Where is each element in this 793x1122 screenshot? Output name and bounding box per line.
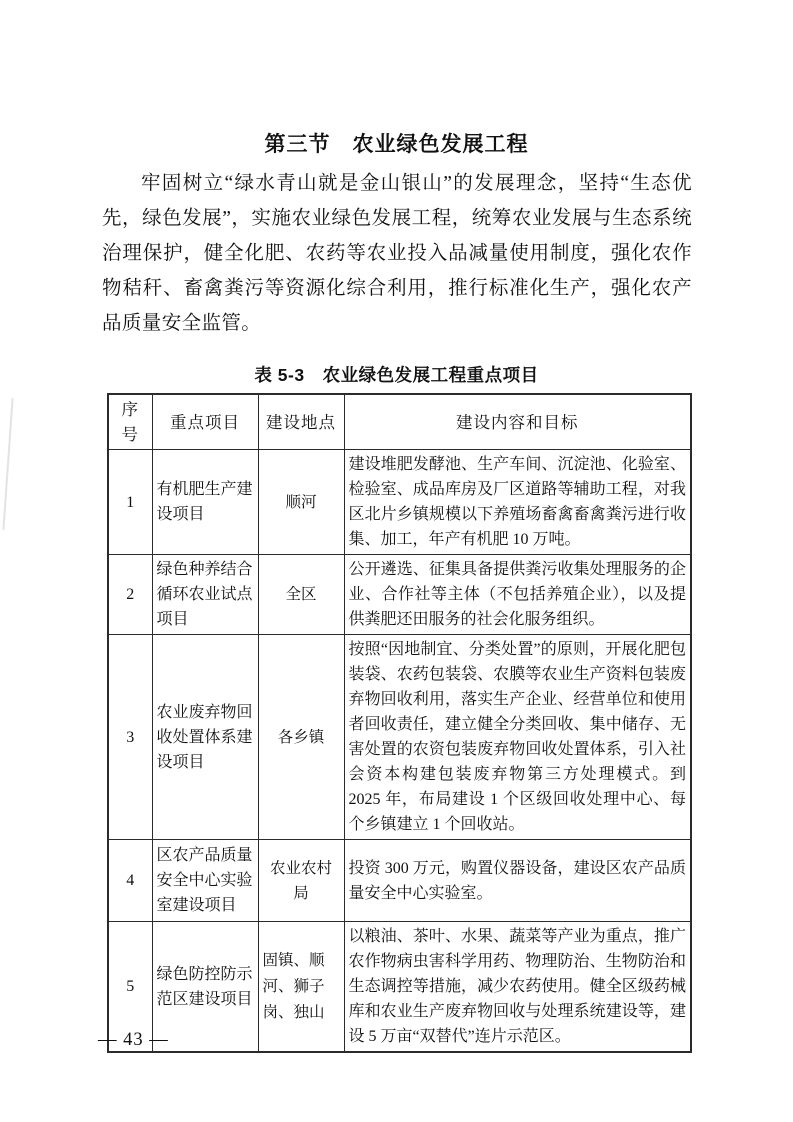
cell-no: 5 bbox=[108, 922, 152, 1053]
cell-no: 2 bbox=[108, 555, 152, 635]
col-header-content: 建设内容和目标 bbox=[344, 394, 691, 450]
table-row bbox=[108, 450, 691, 555]
table-row bbox=[108, 840, 691, 922]
table-header-row bbox=[108, 394, 691, 450]
cell-location: 顺河 bbox=[258, 450, 344, 555]
cell-no: 4 bbox=[108, 840, 152, 922]
cell-project: 绿色种养结合循环农业试点项目 bbox=[152, 555, 258, 635]
cell-project: 农业废弃物回收处置体系建设项目 bbox=[152, 635, 258, 840]
cell-project: 绿色防控防示范区建设项目 bbox=[152, 922, 258, 1053]
table-row bbox=[108, 555, 691, 635]
col-header-location: 建设地点 bbox=[258, 394, 344, 450]
section-title: 第三节 农业绿色发展工程 bbox=[264, 133, 529, 156]
table-row bbox=[108, 635, 691, 840]
col-header-project: 重点项目 bbox=[152, 394, 258, 450]
cell-location: 农业农村局 bbox=[258, 840, 344, 922]
cell-location: 固镇、顺河、狮子岗、独山 bbox=[258, 922, 344, 1053]
cell-content: 以粮油、茶叶、水果、蔬菜等产业为重点，推广农作物病虫害科学用药、物理防治、生物防治和生态调控等措施，减少农药使用。健全区级药械库和农业生产废弃物回收与处理系统建设等，建设 5 万亩“双替代”连片示范区。 bbox=[344, 922, 691, 1053]
cell-no: 3 bbox=[108, 635, 152, 840]
cell-project: 有机肥生产建设项目 bbox=[152, 450, 258, 555]
cell-location: 全区 bbox=[258, 555, 344, 635]
table-caption: 表 5-3 农业绿色发展工程重点项目 bbox=[254, 365, 539, 385]
body-paragraph: 牢固树立“绿水青山就是金山银山”的发展理念，坚持“生态优先，绿色发展”，实施农业绿色发展工程，统筹农业发展与生态系统治理保护，健全化肥、农药等农业投入品减量使用制度，强化农作物秸秆、畜禽粪污等资源化综合利用，推行标准化生产，强化农产品质量安全监管。 bbox=[102, 173, 692, 334]
cell-location: 各乡镇 bbox=[258, 635, 344, 840]
scan-artifact-line bbox=[2, 398, 13, 530]
table-row bbox=[108, 922, 691, 1053]
cell-no: 1 bbox=[108, 450, 152, 555]
cell-content: 建设堆肥发酵池、生产车间、沉淀池、化验室、检验室、成品库房及厂区道路等辅助工程，对我区北片乡镇规模以下养殖场畜禽畜禽粪污进行收集、加工，年产有机肥 10 万吨。 bbox=[344, 450, 691, 555]
cell-project: 区农产品质量安全中心实验室建设项目 bbox=[152, 840, 258, 922]
page-number: — 43 — bbox=[98, 1030, 169, 1050]
cell-content: 公开遴选、征集具备提供粪污收集处理服务的企业、合作社等主体（不包括养殖企业），以及提供粪肥还田服务的社会化服务组织。 bbox=[344, 555, 691, 635]
projects-table bbox=[107, 393, 692, 1053]
cell-content: 按照“因地制宜、分类处置”的原则，开展化肥包装袋、农药包装袋、农膜等农业生产资料包装废弃物回收利用，落实生产企业、经营单位和使用者回收责任，建立健全分类回收、集中储存、无害处置的农资包装废弃物回收处置体系，引入社会资本构建包装废弃物第三方处理模式。到 2025 年，布局建设 1 个区级回收处理中心、每个乡镇建立 1 个回收站。 bbox=[344, 635, 691, 840]
cell-content: 投资 300 万元，购置仪器设备，建设区农产品质量安全中心实验室。 bbox=[344, 840, 691, 922]
col-header-no: 序号 bbox=[108, 394, 152, 450]
